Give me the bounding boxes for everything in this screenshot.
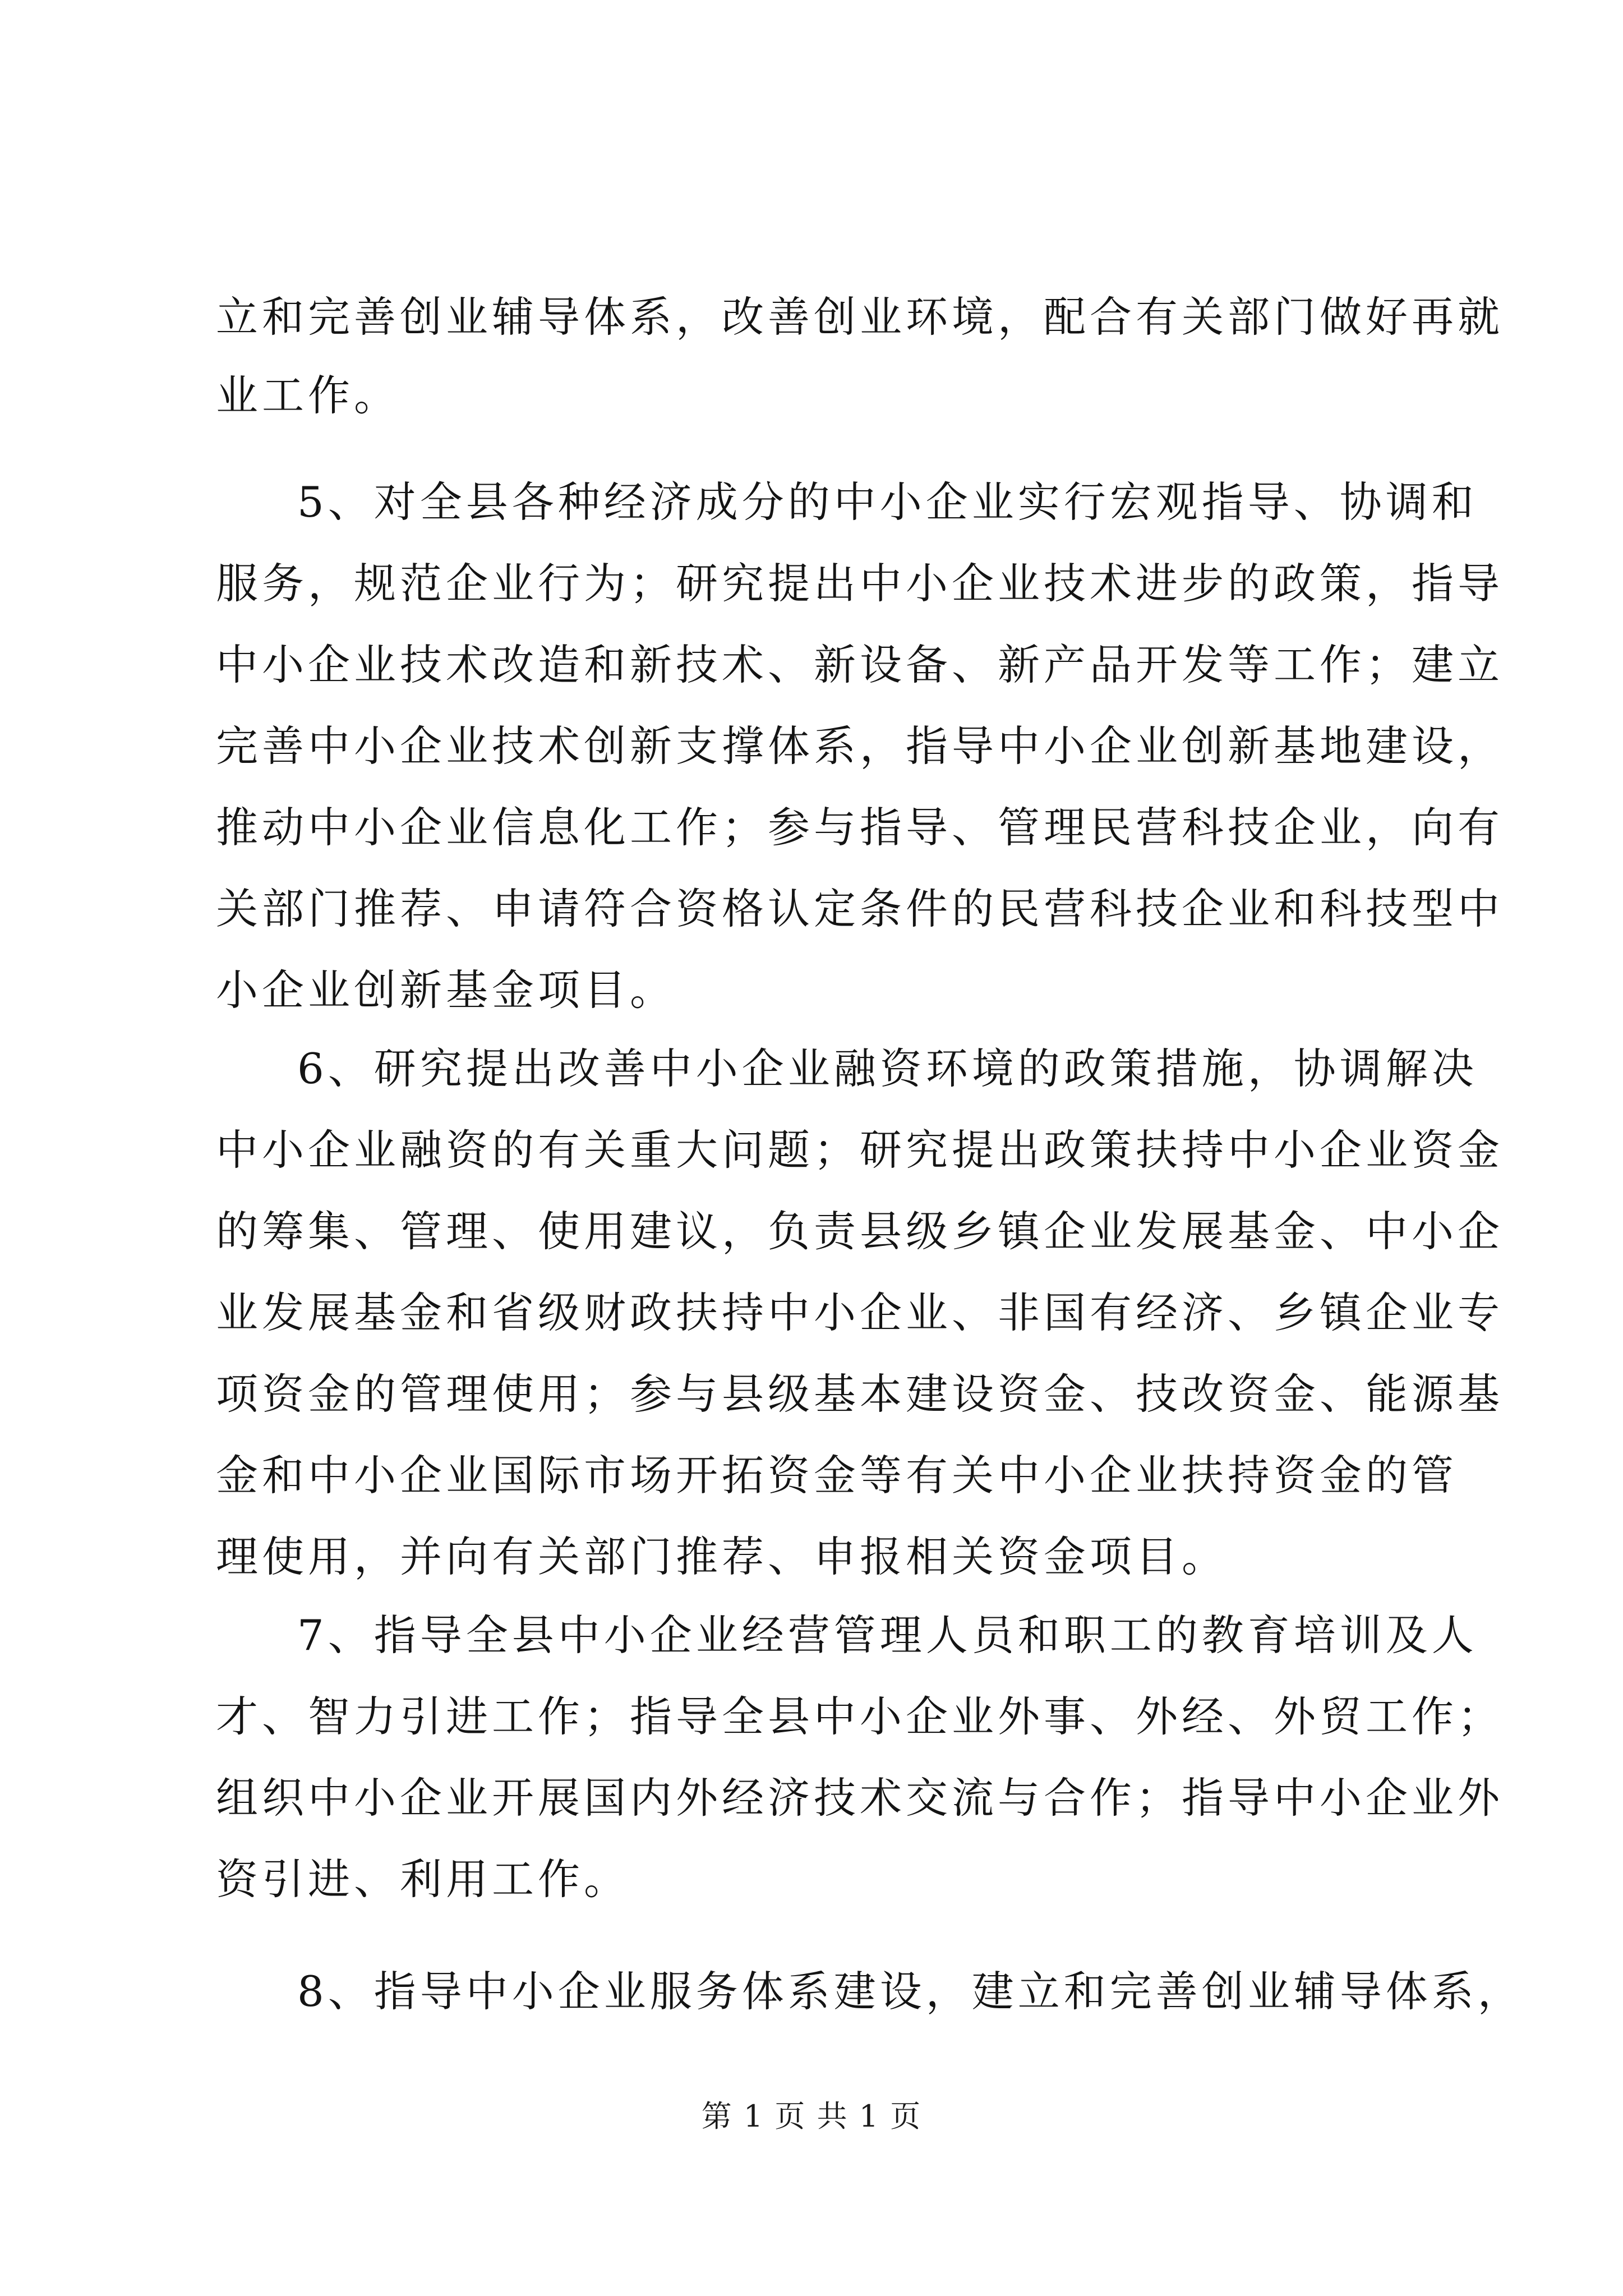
text-line: 小企业创新基金项目。 bbox=[216, 965, 676, 1015]
text-line: 组织中小企业开展国内外经济技术交流与合作；指导中小企业外 bbox=[216, 1773, 1504, 1823]
text-line: 中小企业融资的有关重大问题；研究提出政策扶持中小企业资金 bbox=[216, 1125, 1504, 1175]
text-line: 关部门推荐、申请符合资格认定条件的民营科技企业和科技型中 bbox=[216, 884, 1504, 933]
text-line: 服务，规范企业行为；研究提出中小企业技术进步的政策，指导 bbox=[216, 559, 1504, 608]
text-line: 金和中小企业国际市场开拓资金等有关中小企业扶持资金的管 bbox=[216, 1451, 1458, 1500]
text-line: 才、智力引进工作；指导全县中小企业外事、外经、外贸工作； bbox=[216, 1692, 1504, 1741]
paragraph-5-start: 5、对全县各种经济成分的中小企业实行宏观指导、协调和 bbox=[297, 477, 1478, 527]
paragraph-6-start: 6、研究提出改善中小企业融资环境的政策措施，协调解决 bbox=[297, 1044, 1478, 1093]
text-line: 项资金的管理使用；参与县级基本建设资金、技改资金、能源基 bbox=[216, 1369, 1504, 1419]
text-line: 资引进、利用工作。 bbox=[216, 1855, 630, 1904]
text-line: 理使用，并向有关部门推荐、申报相关资金项目。 bbox=[216, 1532, 1228, 1581]
text-line: 完善中小企业技术创新支撑体系，指导中小企业创新基地建设， bbox=[216, 721, 1504, 771]
paragraph-8-start: 8、指导中小企业服务体系建设，建立和完善创业辅导体系， bbox=[297, 1967, 1524, 2016]
text-line: 业工作。 bbox=[216, 371, 400, 420]
text-line: 的筹集、管理、使用建议，负责县级乡镇企业发展基金、中小企 bbox=[216, 1207, 1504, 1256]
text-line: 业发展基金和省级财政扶持中小企业、非国有经济、乡镇企业专 bbox=[216, 1288, 1504, 1337]
text-line: 立和完善创业辅导体系，改善创业环境，配合有关部门做好再就 bbox=[216, 292, 1504, 342]
paragraph-7-start: 7、指导全县中小企业经营管理人员和职工的教育培训及人 bbox=[297, 1611, 1478, 1660]
text-line: 推动中小企业信息化工作；参与指导、管理民营科技企业，向有 bbox=[216, 803, 1504, 852]
page-footer: 第 1 页 共 1 页 bbox=[701, 2099, 922, 2134]
text-line: 中小企业技术改造和新技术、新设备、新产品开发等工作；建立 bbox=[216, 640, 1504, 689]
